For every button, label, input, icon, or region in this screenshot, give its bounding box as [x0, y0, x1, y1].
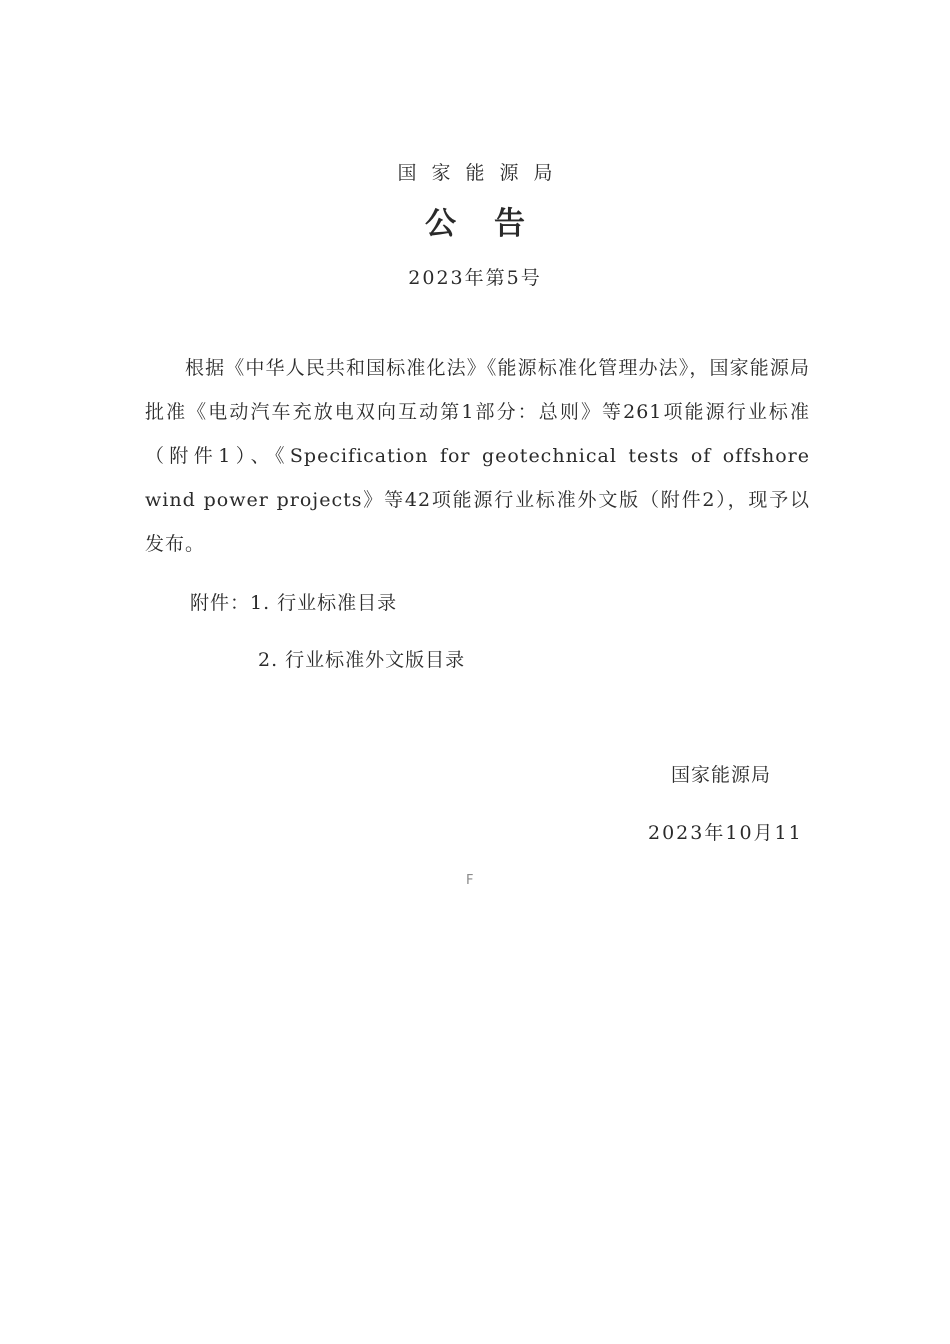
document-title: 公告: [425, 206, 563, 242]
announcement-body: 根据《中华人民共和国标准化法》《能源标准化管理办法》，国家能源局批准《电动汽车充放电双向互动第1部分：总则》等261项能源行业标准（附件1）、《Specification for geotechnical tests of offshore wind power projects》等42项能源行业标准外文版（附件2），现予以发布。: [145, 357, 810, 555]
signature-organization: 国家能源局: [671, 764, 772, 786]
stray-mark: F: [466, 873, 474, 888]
attachment-item-2: 2. 行业标准外文版目录: [258, 649, 466, 671]
document-number: 2023年第5号: [408, 267, 542, 289]
signature-date: 2023年10月11: [648, 822, 803, 844]
attachment-item-1: 附件：1. 行业标准目录: [190, 592, 398, 614]
issuing-agency: 国家能源局: [397, 162, 568, 184]
